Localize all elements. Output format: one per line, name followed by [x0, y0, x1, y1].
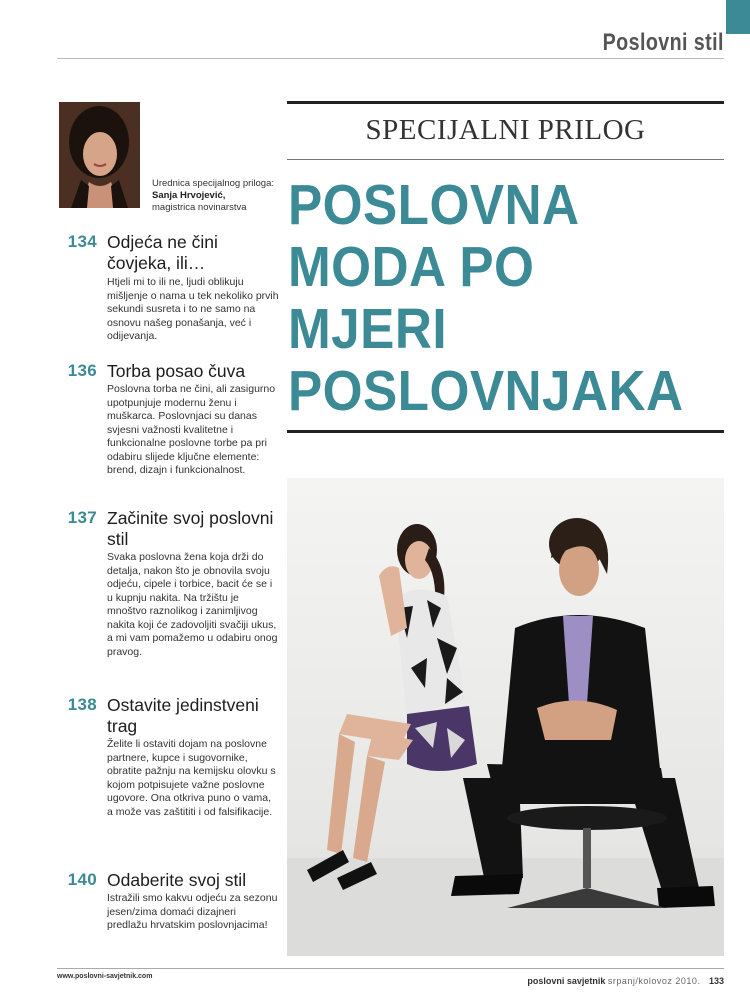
headline-line: POSLOVNJAKA: [288, 359, 684, 423]
toc-description: Htjeli mi to ili ne, ljudi oblikuju mišljenje o nama u tek nekoliko prvih sekundi susreta i to ne samo na osnovu našeg ponašanja, već i odijevanja.: [107, 276, 279, 342]
toc-page-number: 138: [67, 695, 97, 714]
issue-date: srpanj/kolovoz 2010.: [607, 976, 701, 986]
footer-publication-info: [527, 976, 724, 986]
toc-description: Poslovna torba ne čini, ali zasigurno upotpunjuje modernu ženu i muškarca. Poslovnjaci su danas svjesni važnosti kvalitetne i funkcionalne poslovne torbe pa pri odabiru slijede ključne elemente: brend, dizajn i funkcionalnost.: [107, 383, 276, 476]
section-title: Poslovni stil: [602, 29, 724, 56]
toc-description: Želite li ostaviti dojam na poslovne partnere, kupce i sugovornike, obratite pažnju na kemijsku olovku s kojom potpisujete važne poslovne ugovore. Ona otkriva puno o vama, a može vas zaštititi i od falsifikacije.: [107, 738, 276, 818]
feature-headline: [288, 174, 728, 422]
headline-bottom-rule: [287, 430, 724, 433]
editor-name: Sanja Hrvojević,: [152, 190, 226, 201]
toc-title: Ostavite jedinstveni trag: [107, 695, 259, 736]
toc-page-number: 134: [67, 232, 97, 251]
footer-divider: [57, 968, 724, 969]
editor-portrait: [59, 102, 140, 208]
page-number: 133: [708, 976, 724, 986]
footer-website[interactable]: www.poslovni-savjetnik.com: [57, 973, 153, 980]
editor-caption: [152, 178, 282, 214]
editor-role: magistrica novinarstva: [152, 202, 247, 213]
headline-line: MJERI: [288, 297, 448, 361]
toc-description: Istražili smo kakvu odjeću za sezonu jesen/zima domaći dizajneri predlažu hrvatskim poslovnjacima!: [107, 892, 278, 931]
editor-caption-prefix: Urednica specijalnog priloga:: [152, 178, 274, 189]
toc-title: Odjeća ne čini čovjeka, ili…: [107, 232, 218, 273]
toc-title: Odaberite svoj stil: [107, 870, 247, 890]
kicker-top-rule: [287, 101, 724, 104]
special-supplement-kicker: SPECIJALNI PRILOG: [365, 114, 646, 146]
toc-page-number: 136: [67, 361, 97, 380]
publication-name: poslovni savjetnik: [527, 976, 606, 986]
toc-description: Svaka poslovna žena koja drži do detalja, nakon što je obnovila svoju odjeću, cipele i torbice, bacit će se i u kupnju nakita. Na tržištu je mnoštvo raznolikog i zanimljivog nakita koji će zadovoljiti svačiji ukus, a mi vam pomažemo u odabiru onog pravog.: [107, 551, 278, 658]
headline-line: POSLOVNA: [288, 173, 580, 237]
headline-line: MODA PO: [288, 235, 535, 299]
toc-page-number: 140: [67, 870, 97, 889]
kicker-bottom-rule: [287, 159, 724, 160]
top-divider: [57, 58, 724, 59]
fashion-photo: [287, 478, 724, 956]
toc-title: Torba posao čuva: [107, 361, 246, 381]
section-color-tab: [726, 0, 750, 34]
toc-page-number: 137: [67, 508, 97, 527]
toc-title: Začinite svoj poslovni stil: [107, 508, 274, 549]
